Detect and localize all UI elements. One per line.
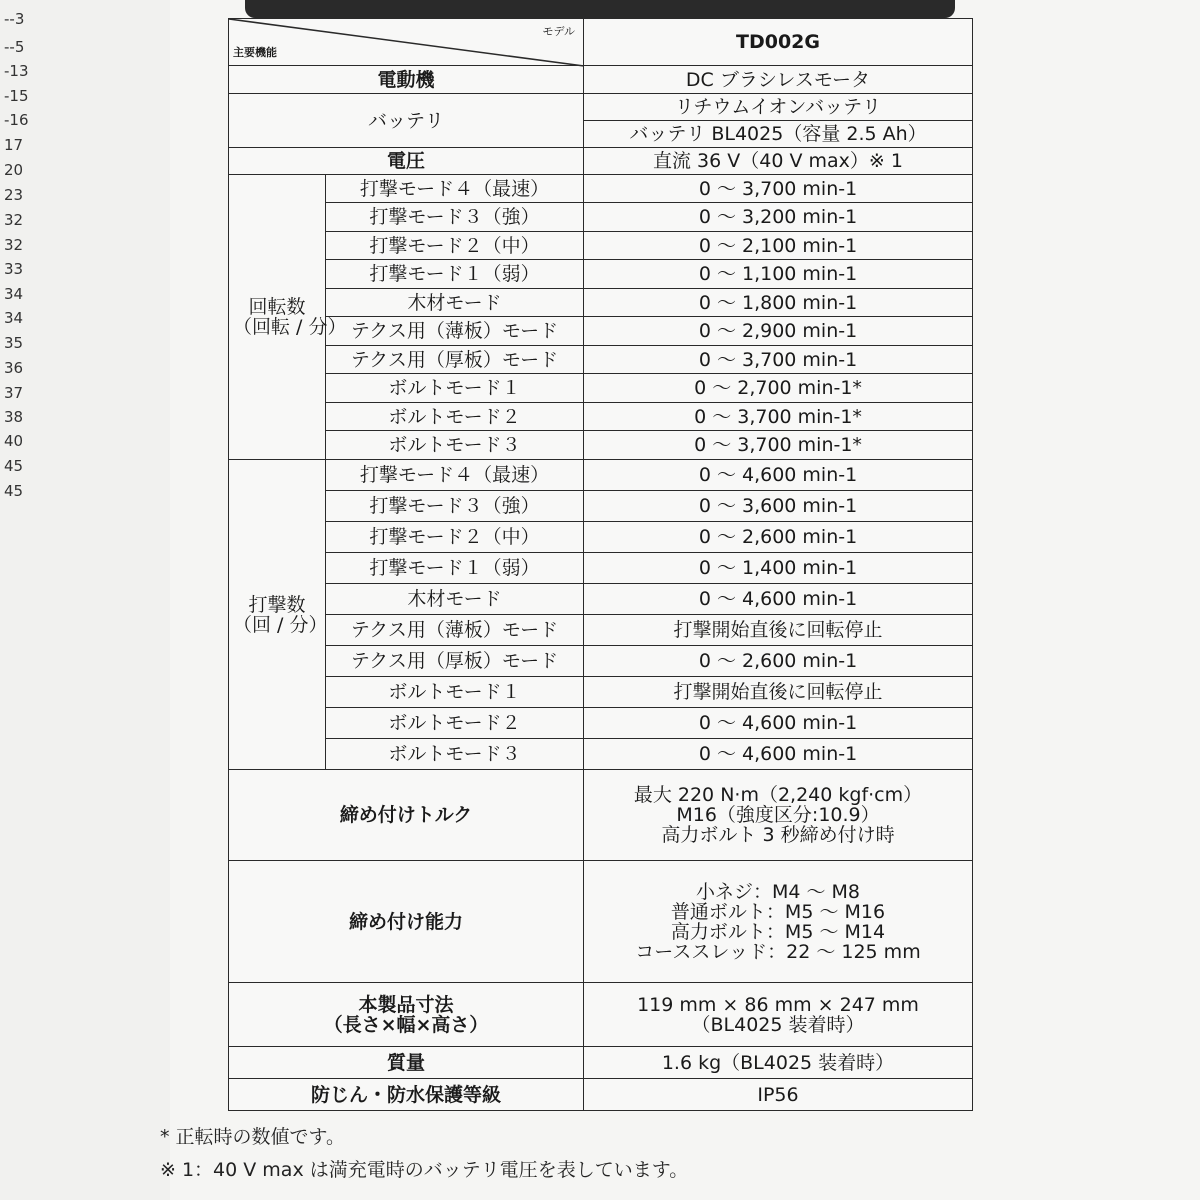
page-number: -13 [4,62,29,80]
rotation-mode-value: 0 ～ 2,700 min-1* [584,374,973,403]
impact-mode-value: 0 ～ 4,600 min-1 [584,708,973,739]
rotation-mode-value: 0 ～ 3,700 min-1 [584,175,973,203]
page-number: -15 [4,87,29,105]
model-name: TD002G [584,19,973,66]
protection-value: IP56 [584,1079,973,1111]
page-number: -16 [4,111,29,129]
rotation-mode-value: 0 ～ 3,700 min-1* [584,403,973,431]
impact-mode-value: 0 ～ 2,600 min-1 [584,646,973,677]
battery-type-value: リチウムイオンバッテリ [584,94,973,121]
table-corner-cell [229,19,584,66]
page-number: 35 [4,334,24,352]
page-number: 45 [4,457,24,475]
page-number: 32 [4,236,24,254]
page-number: 32 [4,211,24,229]
capacity-label: 締め付け能力 [229,861,584,983]
footnote-battery-voltage: ※ 1：40 V max は満充電時のバッテリ電圧を表しています。 [160,1159,689,1181]
diagonal-line [229,19,584,66]
rotation-mode-name: テクス用（厚板）モード [326,346,584,374]
impact-label: 打撃数 （回 / 分） [229,460,326,770]
rotation-mode-value: 0 ～ 2,100 min-1 [584,232,973,260]
rotation-mode-name: ボルトモード２ [326,403,584,431]
page-number: 23 [4,186,24,204]
rotation-mode-name: 打撃モード４（最速） [326,175,584,203]
page-number: --3 [4,10,25,28]
model-column-label: モデル [542,25,575,38]
rotation-mode-name: 打撃モード１（弱） [326,260,584,289]
rotation-mode-value: 0 ～ 1,800 min-1 [584,289,973,317]
page-number: 17 [4,136,24,154]
dimensions-label: 本製品寸法 （長さ×幅×高さ） [229,983,584,1047]
page-number: 40 [4,432,24,450]
impact-mode-value: 0 ～ 1,400 min-1 [584,553,973,584]
page-number: 20 [4,161,24,179]
page-number: 38 [4,408,24,426]
weight-value: 1.6 kg（BL4025 装着時） [584,1047,973,1079]
impact-mode-value: 打撃開始直後に回転停止 [584,615,973,646]
page-number: 45 [4,482,24,500]
impact-mode-value: 0 ～ 4,600 min-1 [584,460,973,491]
dimensions-value: 119 mm × 86 mm × 247 mm （BL4025 装着時） [584,983,973,1047]
impact-mode-value: 0 ～ 3,600 min-1 [584,491,973,522]
impact-mode-name: 打撃モード３（強） [326,491,584,522]
impact-mode-name: ボルトモード２ [326,708,584,739]
page-number: --5 [4,38,25,56]
protection-label: 防じん・防水保護等級 [229,1079,584,1111]
rotation-mode-name: ボルトモード３ [326,431,584,460]
motor-value: DC ブラシレスモータ [584,66,973,94]
rotation-mode-value: 0 ～ 2,900 min-1 [584,317,973,346]
left-page-edge [0,0,171,1200]
battery-model-value: バッテリ BL4025（容量 2.5 Ah） [584,121,973,148]
page-number: 34 [4,309,24,327]
impact-mode-value: 打撃開始直後に回転停止 [584,677,973,708]
rotation-mode-value: 0 ～ 3,700 min-1 [584,346,973,374]
voltage-label: 電圧 [229,148,584,175]
rotation-mode-value: 0 ～ 3,700 min-1* [584,431,973,460]
torque-value: 最大 220 N·m（2,240 kgf·cm） M16（強度区分:10.9） 高力ボルト 3 秒締め付け時 [584,770,973,861]
page-number: 33 [4,260,24,278]
function-column-label: 主要機能 [233,46,277,59]
weight-label: 質量 [229,1047,584,1079]
impact-mode-name: テクス用（厚板）モード [326,646,584,677]
rotation-mode-name: ボルトモード１ [326,374,584,403]
motor-label: 電動機 [229,66,584,94]
battery-label: バッテリ [229,94,584,148]
page-number: 36 [4,359,24,377]
impact-mode-name: テクス用（薄板）モード [326,615,584,646]
voltage-value: 直流 36 V（40 V max）※ 1 [584,148,973,175]
rotation-mode-name: テクス用（薄板）モード [326,317,584,346]
rotation-mode-value: 0 ～ 3,200 min-1 [584,203,973,232]
rotation-mode-name: 打撃モード２（中） [326,232,584,260]
header-bar [245,0,955,18]
capacity-value: 小ネジ：M4 ～ M8 普通ボルト：M5 ～ M16 高力ボルト：M5 ～ M14 コーススレッド：22 ～ 125 mm [584,861,973,983]
spec-table [228,18,973,1111]
rotation-mode-name: 木材モード [326,289,584,317]
impact-mode-name: 木材モード [326,584,584,615]
impact-mode-name: 打撃モード２（中） [326,522,584,553]
impact-mode-name: ボルトモード３ [326,739,584,770]
impact-mode-name: ボルトモード１ [326,677,584,708]
rotation-label: 回転数 （回転 / 分） [229,175,326,460]
impact-mode-value: 0 ～ 4,600 min-1 [584,739,973,770]
impact-mode-value: 0 ～ 2,600 min-1 [584,522,973,553]
page-number: 37 [4,384,24,402]
impact-mode-name: 打撃モード４（最速） [326,460,584,491]
page-number: 34 [4,285,24,303]
footnote-forward-rotation: * 正転時の数値です。 [160,1126,346,1148]
torque-label: 締め付けトルク [229,770,584,861]
impact-mode-name: 打撃モード１（弱） [326,553,584,584]
rotation-mode-name: 打撃モード３（強） [326,203,584,232]
rotation-mode-value: 0 ～ 1,100 min-1 [584,260,973,289]
impact-mode-value: 0 ～ 4,600 min-1 [584,584,973,615]
